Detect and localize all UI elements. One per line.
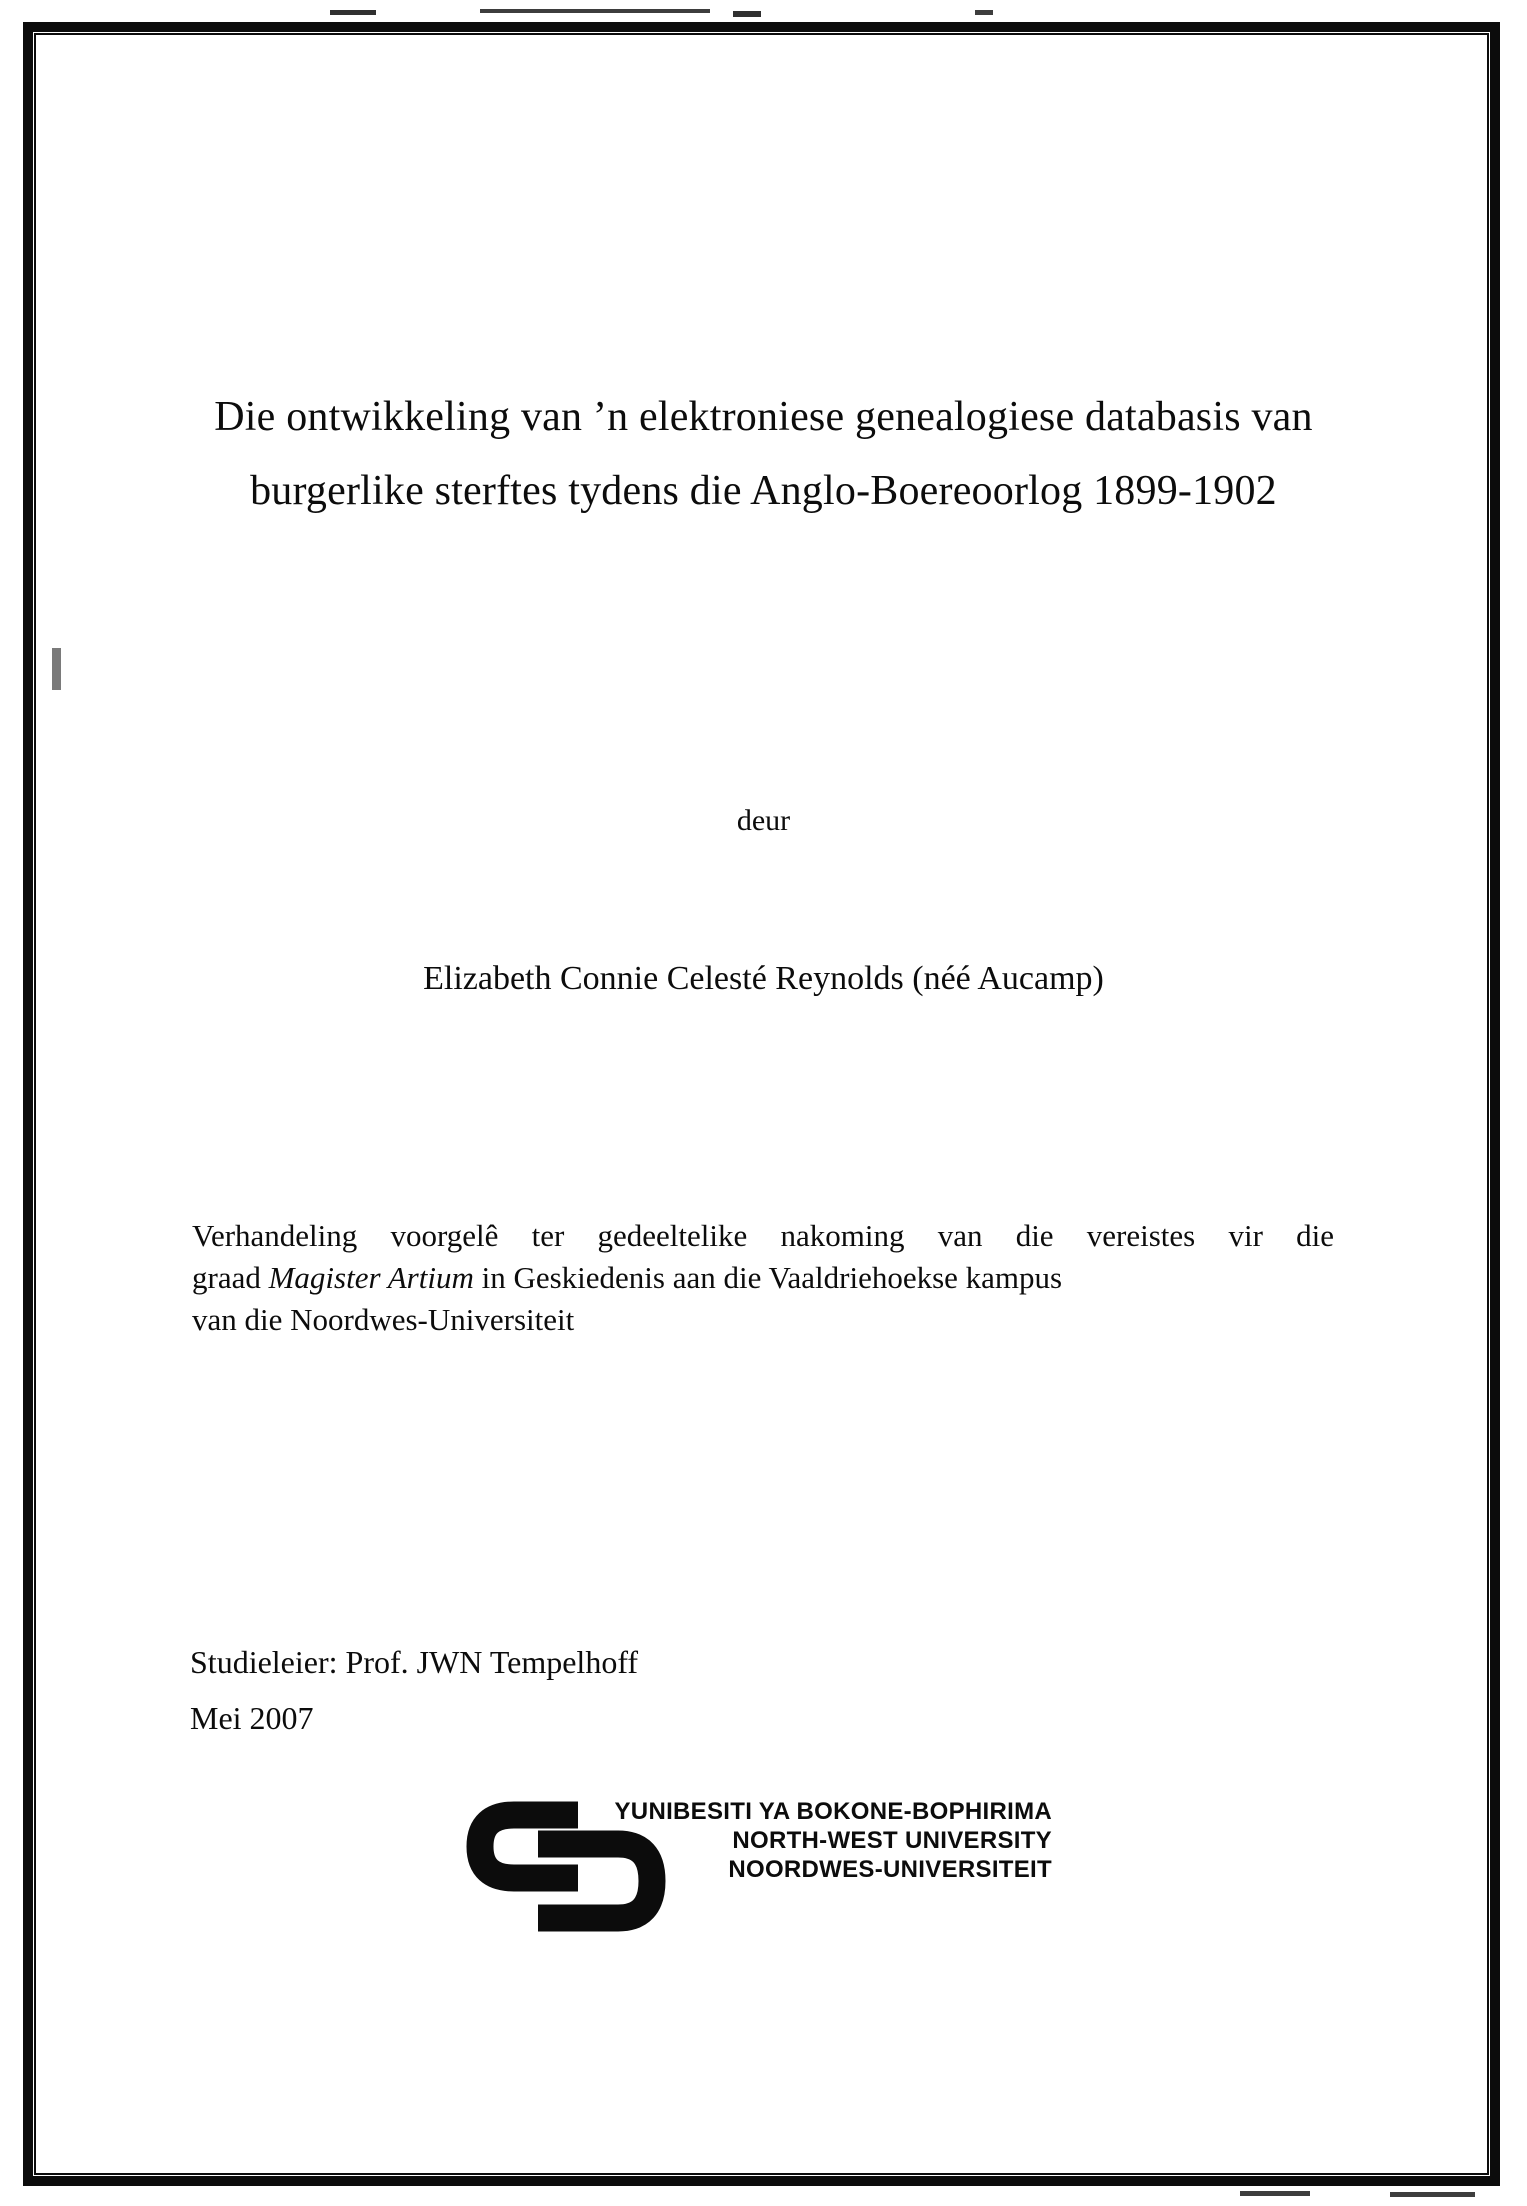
page-title-line-2: burgerlike sterftes tydens die Anglo-Boereoorlog 1899-1902	[250, 468, 1277, 514]
submission-statement	[192, 1215, 1334, 1341]
university-name-english: NORTH-WEST UNIVERSITY	[732, 1827, 1052, 1854]
submission-line-2	[192, 1257, 1334, 1299]
page-title	[100, 380, 1427, 528]
submission-line-2-prefix: graad	[192, 1260, 269, 1295]
scan-artifact	[1240, 2191, 1310, 2196]
scan-artifact	[330, 10, 376, 15]
byline-label: deur	[736, 804, 791, 837]
scan-artifact	[1390, 2192, 1475, 2197]
page-title-line-1: Die ontwikkeling van ’n elektroniese genealogiese databasis van	[214, 394, 1313, 440]
scan-artifact	[733, 11, 761, 17]
supervisor-line: Studieleier: Prof. JWN Tempelhoff	[190, 1644, 639, 1680]
scan-artifact	[480, 9, 710, 13]
author-name: Elizabeth Connie Celesté Reynolds (néé Aucamp)	[423, 960, 1104, 997]
submission-line-3: van die Noordwes-Universiteit	[192, 1302, 575, 1337]
date-line: Mei 2007	[190, 1700, 314, 1736]
degree-name: Magister Artium	[268, 1260, 474, 1295]
university-name-afrikaans: NOORDWES-UNIVERSITEIT	[728, 1856, 1052, 1883]
scan-artifact	[975, 10, 993, 15]
university-name-block	[585, 1797, 1052, 1884]
university-name-setswana: YUNIBESITI YA BOKONE-BOPHIRIMA	[614, 1798, 1052, 1825]
supervisor-block	[190, 1634, 1090, 1746]
submission-line-2-suffix: in Geskiedenis aan die Vaaldriehoekse kampus	[473, 1260, 1063, 1295]
submission-line-1: Verhandeling voorgelê ter gedeeltelike nakoming van die vereistes vir die	[192, 1218, 1334, 1253]
